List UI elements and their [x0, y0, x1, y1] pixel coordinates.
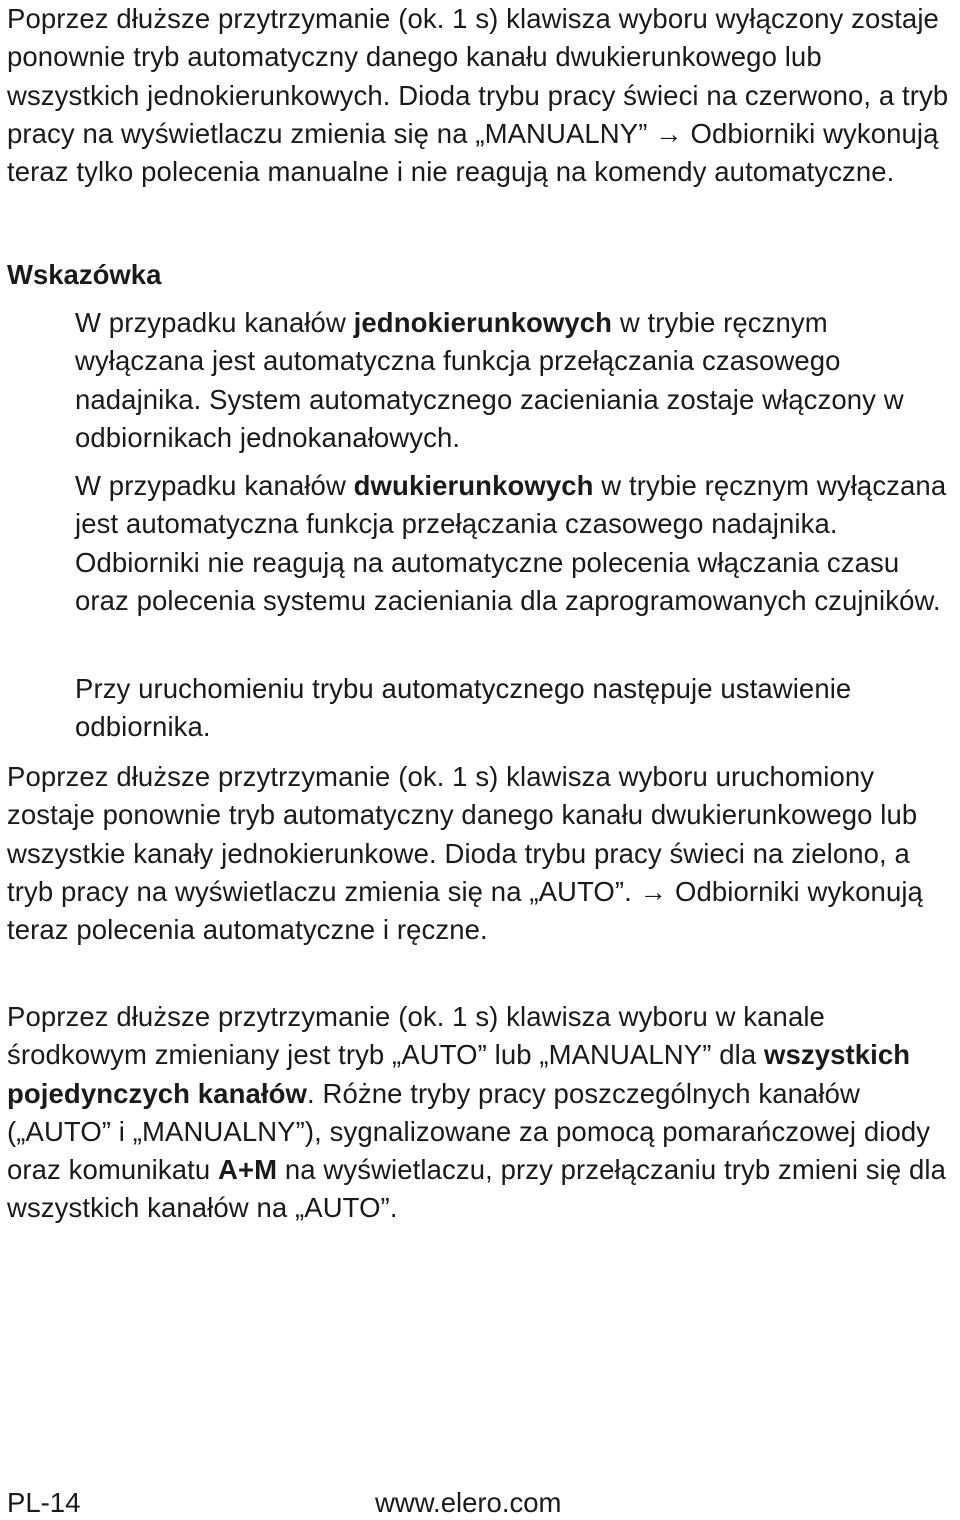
hint2-bold: dwukierunkowych	[353, 470, 594, 501]
hint-two-way-channels	[75, 467, 960, 620]
hint-heading: Wskazówka	[7, 259, 162, 290]
paragraph-manual-mode-text: Poprzez dłuższe przytrzymanie (ok. 1 s) klawisza wyboru wyłączony zostaje ponownie tryb automatyczny danego kanału dwukierunkowego lub wszystkich jednokierunkowych. Dioda trybu pracy świeci na czerwono, a tryb pracy na wyświetlaczu zmienia się na „MANUALNY” → Odbiorniki wykonują teraz tylko polecenia manualne i nie reagują na komendy automatyczne.	[7, 3, 949, 188]
paragraph-auto-mode	[7, 758, 957, 949]
p3-text-c: na wyświetlaczu, przy przełączaniu tryb zmieni się dla wszystkich kanałów na „AUTO”.	[7, 1154, 946, 1224]
p3-bold-all-channels: wszystkich pojedynczych kanałów	[7, 1039, 911, 1109]
p3-text-a: Poprzez dłuższe przytrzymanie (ok. 1 s) klawisza wyboru w kanale środkowym zmieniany jest tryb „AUTO” lub „MANUALNY” dla	[7, 1001, 825, 1071]
page-number: PL-14	[7, 1487, 81, 1518]
paragraph-middle-channel	[7, 998, 957, 1228]
hint2-text-b: w trybie ręcznym wyłączana jest automatyczna funkcja przełączania czasowego nadajnika. Odbiorniki nie reagują na automatyczne polecenia włączania czasu oraz polecenia systemu zacieniania dla zaprogramowanych czujników.	[75, 470, 947, 616]
hint1-text-b: w trybie ręcznym wyłączana jest automatyczna funkcja przełączania czasowego nadajnika. System automatycznego zacieniania zostaje włączony w odbiornikach jednokanałowych.	[75, 307, 904, 453]
p3-bold-am: A+M	[218, 1154, 278, 1186]
paragraph-manual-mode	[7, 0, 957, 191]
paragraph-auto-mode-text: Poprzez dłuższe przytrzymanie (ok. 1 s) klawisza wyboru uruchomiony zostaje ponownie tryb automatyczny danego kanału dwukierunkowego lub wszystkie kanały jednokierunkowe. Dioda trybu pracy świeci na zielono, a tryb pracy na wyświetlaczu zmienia się na „AUTO”. → Odbiorniki wykonują teraz polecenia automatyczne i ręczne.	[7, 761, 923, 946]
hint-auto-mode-start	[75, 670, 960, 747]
hint-one-way-channels	[75, 304, 960, 457]
hint3-text: Przy uruchomieniu trybu automatycznego następuje ustawienie odbiornika.	[75, 673, 852, 743]
hint1-bold: jednokierunkowych	[353, 307, 613, 338]
website-link[interactable]: www.elero.com	[375, 1487, 562, 1518]
hint1-text-a: W przypadku kanałów	[75, 307, 354, 338]
p3-text-b: . Różne tryby pracy poszczególnych kanałów („AUTO” i „MANUALNY”), sygnalizowane za pomocą pomarańczowej diody oraz komunikatu	[7, 1077, 931, 1186]
hint2-text-a: W przypadku kanałów	[75, 470, 354, 501]
